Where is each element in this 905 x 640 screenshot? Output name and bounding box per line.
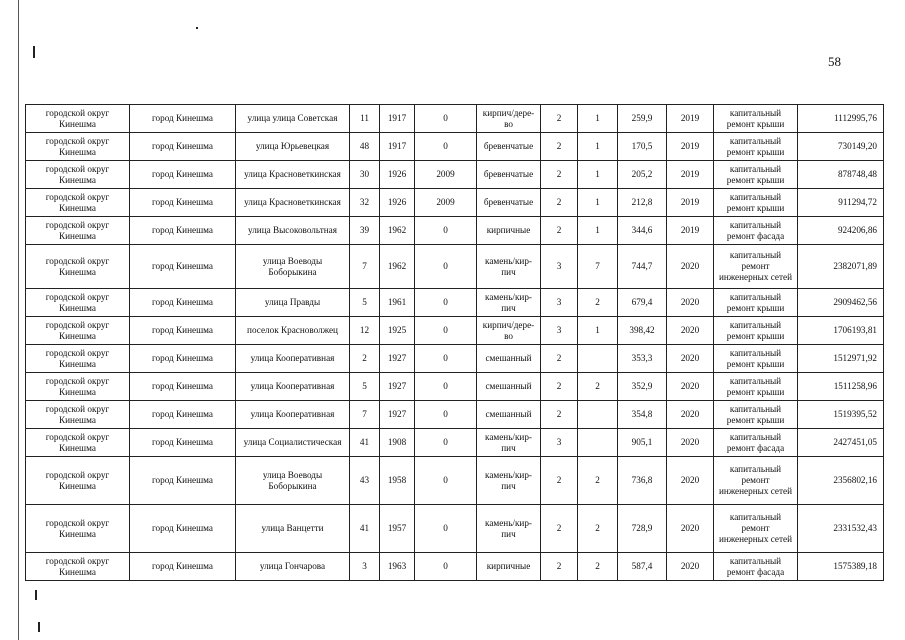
- cell-year-planned: 2020: [667, 505, 714, 553]
- cell-area: 744,7: [618, 245, 667, 289]
- cell-house-number: 5: [350, 373, 380, 401]
- cell-street: улица Гончарова: [236, 553, 350, 581]
- table-row: [26, 553, 884, 581]
- cell-year-built: 1962: [380, 245, 415, 289]
- cell-settlement: город Кинешма: [130, 217, 236, 245]
- cell-street: улица Высоковольтная: [236, 217, 350, 245]
- cell-wall-material: бревенчатые: [477, 189, 541, 217]
- cell-year-built: 1927: [380, 401, 415, 429]
- cell-settlement: город Кинешма: [130, 105, 236, 133]
- cell-floors: 2: [541, 105, 578, 133]
- cell-house-number: 11: [350, 105, 380, 133]
- cell-settlement: город Кинешма: [130, 553, 236, 581]
- cell-cost: 924206,86: [798, 217, 884, 245]
- cell-wall-material: камень/кир-пич: [477, 457, 541, 505]
- cell-year-planned: 2020: [667, 429, 714, 457]
- cell-area: 905,1: [618, 429, 667, 457]
- cell-entrances: 1: [578, 133, 618, 161]
- cell-municipality: городской округ Кинешма: [26, 105, 130, 133]
- cell-entrances: [578, 401, 618, 429]
- cell-municipality: городской округ Кинешма: [26, 289, 130, 317]
- cell-year-planned: 2020: [667, 289, 714, 317]
- table-row: [26, 217, 884, 245]
- cell-street: улица Воеводы Боборыкина: [236, 245, 350, 289]
- cell-year-built: 1958: [380, 457, 415, 505]
- table-row: [26, 317, 884, 345]
- cell-street: улица Кооперативная: [236, 345, 350, 373]
- cell-entrances: [578, 429, 618, 457]
- cell-area: 353,3: [618, 345, 667, 373]
- housing-register-table: [25, 104, 884, 581]
- cell-settlement: город Кинешма: [130, 161, 236, 189]
- cell-floors: 3: [541, 245, 578, 289]
- cell-house-number: 30: [350, 161, 380, 189]
- cell-year-built: 1961: [380, 289, 415, 317]
- table-row: [26, 133, 884, 161]
- cell-entrances: 1: [578, 105, 618, 133]
- cell-year-renovated: 0: [415, 105, 477, 133]
- cell-work-type: капитальный ремонт крыши: [714, 289, 798, 317]
- cell-year-planned: 2020: [667, 553, 714, 581]
- cell-floors: 2: [541, 373, 578, 401]
- cell-municipality: городской округ Кинешма: [26, 345, 130, 373]
- cell-house-number: 12: [350, 317, 380, 345]
- cell-work-type: капитальный ремонт крыши: [714, 133, 798, 161]
- cell-work-type: капитальный ремонт инженерных сетей: [714, 505, 798, 553]
- cell-street: поселок Красноволжец: [236, 317, 350, 345]
- cell-work-type: капитальный ремонт крыши: [714, 317, 798, 345]
- register-body: [26, 105, 884, 581]
- cell-settlement: город Кинешма: [130, 401, 236, 429]
- cell-work-type: капитальный ремонт фасада: [714, 217, 798, 245]
- cell-house-number: 43: [350, 457, 380, 505]
- cell-settlement: город Кинешма: [130, 429, 236, 457]
- cell-entrances: 2: [578, 457, 618, 505]
- scan-speck: [38, 622, 40, 632]
- cell-work-type: капитальный ремонт крыши: [714, 373, 798, 401]
- cell-work-type: капитальный ремонт крыши: [714, 161, 798, 189]
- cell-area: 736,8: [618, 457, 667, 505]
- cell-floors: 2: [541, 401, 578, 429]
- cell-settlement: город Кинешма: [130, 345, 236, 373]
- cell-floors: 3: [541, 289, 578, 317]
- cell-year-built: 1927: [380, 345, 415, 373]
- cell-area: 587,4: [618, 553, 667, 581]
- cell-municipality: городской округ Кинешма: [26, 133, 130, 161]
- cell-cost: 1706193,81: [798, 317, 884, 345]
- cell-year-built: 1957: [380, 505, 415, 553]
- cell-year-planned: 2020: [667, 317, 714, 345]
- cell-year-built: 1926: [380, 161, 415, 189]
- cell-street: улица Социалистическая: [236, 429, 350, 457]
- cell-area: 344,6: [618, 217, 667, 245]
- cell-entrances: 2: [578, 553, 618, 581]
- cell-house-number: 39: [350, 217, 380, 245]
- cell-work-type: капитальный ремонт крыши: [714, 105, 798, 133]
- cell-area: 352,9: [618, 373, 667, 401]
- cell-wall-material: камень/кир-пич: [477, 429, 541, 457]
- cell-cost: 2427451,05: [798, 429, 884, 457]
- cell-cost: 2356802,16: [798, 457, 884, 505]
- cell-cost: 1112995,76: [798, 105, 884, 133]
- cell-floors: 2: [541, 217, 578, 245]
- cell-municipality: городской округ Кинешма: [26, 161, 130, 189]
- cell-year-planned: 2020: [667, 345, 714, 373]
- cell-work-type: капитальный ремонт крыши: [714, 401, 798, 429]
- table-row: [26, 401, 884, 429]
- cell-floors: 3: [541, 317, 578, 345]
- cell-municipality: городской округ Кинешма: [26, 189, 130, 217]
- cell-year-renovated: 0: [415, 217, 477, 245]
- cell-year-planned: 2020: [667, 373, 714, 401]
- cell-street: улица Воеводы Боборыкина: [236, 457, 350, 505]
- cell-year-renovated: 0: [415, 133, 477, 161]
- cell-area: 354,8: [618, 401, 667, 429]
- cell-street: улица Ванцетти: [236, 505, 350, 553]
- cell-wall-material: смешанный: [477, 373, 541, 401]
- cell-cost: 2382071,89: [798, 245, 884, 289]
- cell-settlement: город Кинешма: [130, 133, 236, 161]
- cell-entrances: 1: [578, 317, 618, 345]
- cell-settlement: город Кинешма: [130, 317, 236, 345]
- cell-work-type: капитальный ремонт фасада: [714, 553, 798, 581]
- cell-municipality: городской округ Кинешма: [26, 217, 130, 245]
- cell-year-renovated: 0: [415, 505, 477, 553]
- scan-speck: [196, 27, 198, 29]
- cell-wall-material: камень/кир-пич: [477, 245, 541, 289]
- cell-house-number: 5: [350, 289, 380, 317]
- cell-year-planned: 2019: [667, 161, 714, 189]
- cell-municipality: городской округ Кинешма: [26, 245, 130, 289]
- cell-entrances: 2: [578, 289, 618, 317]
- cell-year-renovated: 0: [415, 429, 477, 457]
- cell-settlement: город Кинешма: [130, 189, 236, 217]
- cell-year-built: 1908: [380, 429, 415, 457]
- cell-entrances: 1: [578, 217, 618, 245]
- table-row: [26, 429, 884, 457]
- cell-year-built: 1962: [380, 217, 415, 245]
- cell-house-number: 48: [350, 133, 380, 161]
- scan-speck: [33, 46, 35, 58]
- cell-area: 205,2: [618, 161, 667, 189]
- cell-year-built: 1925: [380, 317, 415, 345]
- table-row: [26, 345, 884, 373]
- cell-cost: 1575389,18: [798, 553, 884, 581]
- cell-municipality: городской округ Кинешма: [26, 373, 130, 401]
- cell-settlement: город Кинешма: [130, 373, 236, 401]
- cell-year-planned: 2020: [667, 401, 714, 429]
- cell-wall-material: бревенчатые: [477, 133, 541, 161]
- table-row: [26, 457, 884, 505]
- cell-year-built: 1926: [380, 189, 415, 217]
- cell-municipality: городской округ Кинешма: [26, 553, 130, 581]
- cell-year-renovated: 0: [415, 289, 477, 317]
- cell-settlement: город Кинешма: [130, 505, 236, 553]
- table-row: [26, 289, 884, 317]
- cell-cost: 911294,72: [798, 189, 884, 217]
- cell-house-number: 2: [350, 345, 380, 373]
- cell-year-built: 1917: [380, 133, 415, 161]
- cell-street: улица Красноветкинская: [236, 189, 350, 217]
- cell-wall-material: смешанный: [477, 345, 541, 373]
- table-row: [26, 505, 884, 553]
- cell-year-planned: 2019: [667, 133, 714, 161]
- cell-floors: 2: [541, 345, 578, 373]
- cell-wall-material: бревенчатые: [477, 161, 541, 189]
- cell-entrances: 7: [578, 245, 618, 289]
- cell-entrances: 2: [578, 373, 618, 401]
- cell-cost: 1512971,92: [798, 345, 884, 373]
- cell-street: улица улица Советская: [236, 105, 350, 133]
- cell-cost: 1511258,96: [798, 373, 884, 401]
- cell-work-type: капитальный ремонт крыши: [714, 345, 798, 373]
- table-row: [26, 105, 884, 133]
- cell-street: улица Кооперативная: [236, 373, 350, 401]
- cell-settlement: город Кинешма: [130, 245, 236, 289]
- cell-municipality: городской округ Кинешма: [26, 505, 130, 553]
- cell-municipality: городской округ Кинешма: [26, 429, 130, 457]
- cell-house-number: 7: [350, 245, 380, 289]
- cell-municipality: городской округ Кинешма: [26, 457, 130, 505]
- cell-year-renovated: 2009: [415, 161, 477, 189]
- table-row: [26, 373, 884, 401]
- cell-work-type: капитальный ремонт инженерных сетей: [714, 457, 798, 505]
- cell-floors: 2: [541, 553, 578, 581]
- cell-year-renovated: 2009: [415, 189, 477, 217]
- cell-entrances: 1: [578, 161, 618, 189]
- cell-area: 212,8: [618, 189, 667, 217]
- table-row: [26, 245, 884, 289]
- cell-wall-material: кирпич/дере-во: [477, 317, 541, 345]
- cell-floors: 2: [541, 505, 578, 553]
- cell-house-number: 32: [350, 189, 380, 217]
- cell-wall-material: смешанный: [477, 401, 541, 429]
- cell-wall-material: кирпичные: [477, 553, 541, 581]
- cell-floors: 2: [541, 189, 578, 217]
- cell-house-number: 7: [350, 401, 380, 429]
- cell-settlement: город Кинешма: [130, 289, 236, 317]
- cell-entrances: 2: [578, 505, 618, 553]
- cell-cost: 2331532,43: [798, 505, 884, 553]
- cell-floors: 2: [541, 457, 578, 505]
- cell-floors: 3: [541, 429, 578, 457]
- cell-house-number: 41: [350, 505, 380, 553]
- cell-year-planned: 2020: [667, 457, 714, 505]
- cell-year-renovated: 0: [415, 401, 477, 429]
- scan-margin-line: [18, 0, 19, 640]
- cell-year-planned: 2019: [667, 105, 714, 133]
- cell-year-renovated: 0: [415, 245, 477, 289]
- cell-municipality: городской округ Кинешма: [26, 401, 130, 429]
- cell-year-renovated: 0: [415, 457, 477, 505]
- cell-year-planned: 2019: [667, 189, 714, 217]
- page-number: 58: [828, 54, 841, 69]
- cell-work-type: капитальный ремонт фасада: [714, 429, 798, 457]
- cell-area: 728,9: [618, 505, 667, 553]
- cell-wall-material: кирпичные: [477, 217, 541, 245]
- cell-entrances: [578, 345, 618, 373]
- cell-area: 170,5: [618, 133, 667, 161]
- cell-house-number: 3: [350, 553, 380, 581]
- cell-area: 398,42: [618, 317, 667, 345]
- cell-wall-material: кирпич/дере-во: [477, 105, 541, 133]
- cell-street: улица Красноветкинская: [236, 161, 350, 189]
- cell-year-built: 1927: [380, 373, 415, 401]
- cell-wall-material: камень/кир-пич: [477, 289, 541, 317]
- cell-year-renovated: 0: [415, 553, 477, 581]
- cell-cost: 2909462,56: [798, 289, 884, 317]
- cell-street: улица Правды: [236, 289, 350, 317]
- cell-cost: 1519395,52: [798, 401, 884, 429]
- cell-street: улица Кооперативная: [236, 401, 350, 429]
- cell-year-planned: 2020: [667, 245, 714, 289]
- table-row: [26, 161, 884, 189]
- cell-area: 259,9: [618, 105, 667, 133]
- cell-wall-material: камень/кир-пич: [477, 505, 541, 553]
- cell-street: улица Юрьевецкая: [236, 133, 350, 161]
- cell-work-type: капитальный ремонт инженерных сетей: [714, 245, 798, 289]
- cell-year-planned: 2019: [667, 217, 714, 245]
- cell-year-built: 1963: [380, 553, 415, 581]
- cell-entrances: 1: [578, 189, 618, 217]
- cell-year-renovated: 0: [415, 317, 477, 345]
- cell-year-renovated: 0: [415, 345, 477, 373]
- scan-speck: [35, 590, 37, 600]
- cell-cost: 730149,20: [798, 133, 884, 161]
- table-row: [26, 189, 884, 217]
- cell-year-built: 1917: [380, 105, 415, 133]
- cell-floors: 2: [541, 133, 578, 161]
- cell-work-type: капитальный ремонт крыши: [714, 189, 798, 217]
- cell-municipality: городской округ Кинешма: [26, 317, 130, 345]
- cell-house-number: 41: [350, 429, 380, 457]
- cell-year-renovated: 0: [415, 373, 477, 401]
- cell-cost: 878748,48: [798, 161, 884, 189]
- cell-floors: 2: [541, 161, 578, 189]
- cell-settlement: город Кинешма: [130, 457, 236, 505]
- cell-area: 679,4: [618, 289, 667, 317]
